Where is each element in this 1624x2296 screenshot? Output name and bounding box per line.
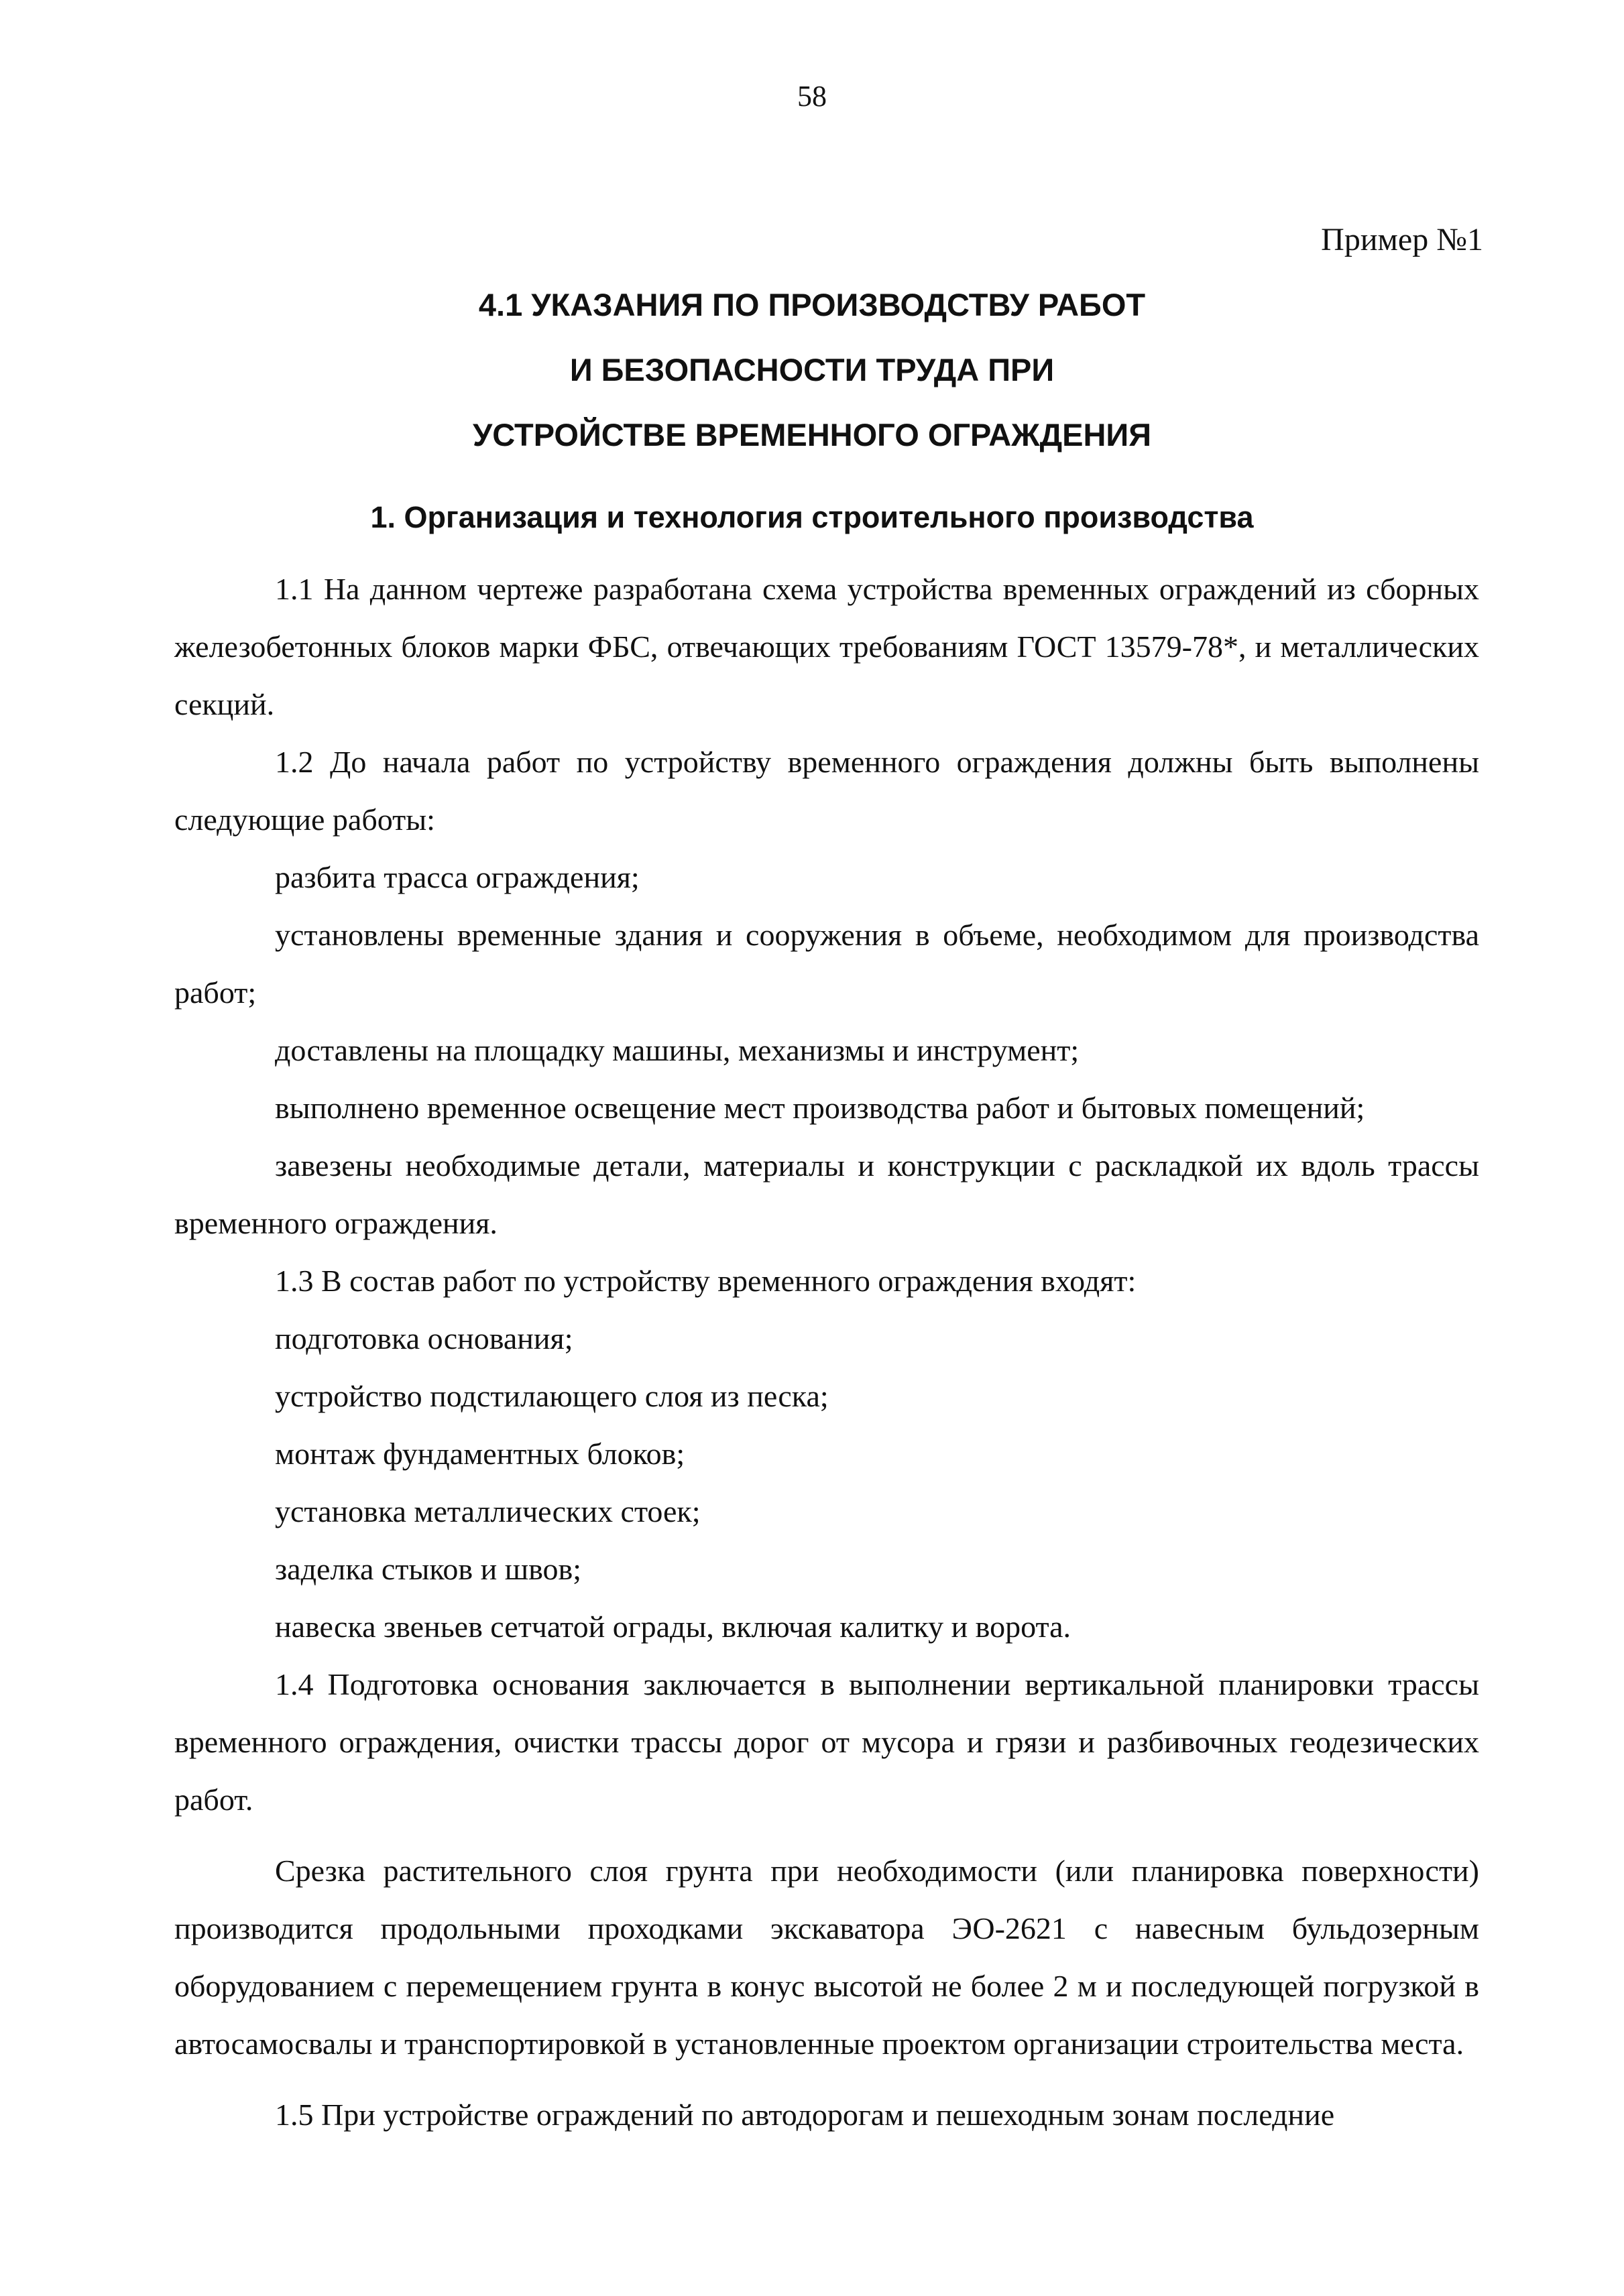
section-heading: 1. Организация и технология строительного производства (370, 500, 1254, 534)
page-number: 58 (797, 80, 827, 113)
list-item: устройство подстилающего слоя из песка; (275, 1379, 829, 1413)
list-item: заделка стыков и швов; (275, 1552, 582, 1586)
paragraph-1-2: 1.2 До начала работ по устройству временного ограждения должны быть выполнены следующие работы: (174, 745, 1479, 837)
list-item: навеска звеньев сетчатой ограды, включая калитку и ворота. (275, 1610, 1071, 1644)
title-line-2: И БЕЗОПАСНОСТИ ТРУДА ПРИ (569, 352, 1055, 387)
paragraph-1-1: 1.1 На данном чертеже разработана схема устройства временных ограждений из сборных железобетонных блоков марки ФБС, отвечающих требованиям ГОСТ 13579-78*, и металлических секций. (174, 572, 1479, 721)
list-item: подготовка основания; (275, 1321, 573, 1355)
list-item: установлены временные здания и сооружения в объеме, необходимом для производства работ; (174, 918, 1479, 1010)
example-label: Пример №1 (1321, 222, 1483, 257)
paragraph-soil-removal: Срезка растительного слоя грунта при необходимости (или планировка поверхности) производится продольными проходками экскаватора ЭО-2621 с навесным бульдозерным оборудованием с перемещением грунта в конус высотой не более 2 м и последующей погрузкой в автосамосвалы и транспортировкой в установленные проектом организации строительства места. (174, 1854, 1479, 2061)
paragraph-1-5: 1.5 При устройстве ограждений по автодорогам и пешеходным зонам последние (275, 2098, 1335, 2132)
list-item: разбита трасса ограждения; (275, 860, 640, 894)
list-item: выполнено временное освещение мест производства работ и бытовых помещений; (275, 1091, 1365, 1125)
list-item: монтаж фундаментных блоков; (275, 1437, 685, 1471)
title-line-3: УСТРОЙСТВЕ ВРЕМЕННОГО ОГРАЖДЕНИЯ (472, 417, 1151, 452)
document-title (0, 272, 1624, 467)
body-text (174, 560, 1479, 2144)
list-item: завезены необходимые детали, материалы и конструкции с раскладкой их вдоль трассы временного ограждения. (174, 1148, 1479, 1240)
list-item: доставлены на площадку машины, механизмы и инструмент; (275, 1033, 1080, 1067)
paragraph-1-4: 1.4 Подготовка основания заключается в выполнении вертикальной планировки трассы временного ограждения, очистки трассы дорог от мусора и грязи и разбивочных геодезических работ. (174, 1667, 1479, 1817)
paragraph-1-3: 1.3 В состав работ по устройству временного ограждения входят: (275, 1264, 1137, 1298)
list-item: установка металлических стоек; (275, 1494, 701, 1528)
title-line-1: 4.1 УКАЗАНИЯ ПО ПРОИЗВОДСТВУ РАБОТ (478, 287, 1146, 322)
